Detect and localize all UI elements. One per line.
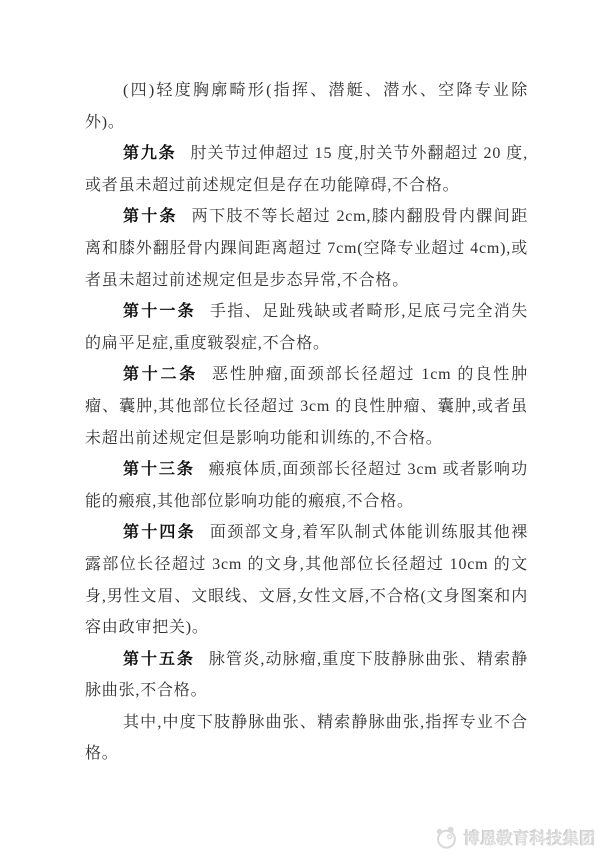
paragraph-text: 其中,中度下肢静脉曲张、精索静脉曲张,指挥专业不合格。 <box>85 713 528 763</box>
paragraph <box>85 138 528 201</box>
watermark-label: 博恩教育科技集团 <box>463 831 596 848</box>
clause-number: 第十二条 <box>123 366 199 384</box>
paragraph-text: (四)轻度胸廓畸形(指挥、潜艇、潜水、空降专业除外)。 <box>85 82 528 131</box>
clause-number: 第十一条 <box>123 303 196 321</box>
clause-number: 第九条 <box>123 145 177 163</box>
document-body <box>85 75 528 770</box>
clause-number: 第十条 <box>123 208 178 226</box>
clause-number: 第十五条 <box>123 650 195 668</box>
paragraph-text: 两下肢不等长超过 2cm,膝内翻股骨内髁间距离和膝外翻胫骨内踝间距离超过 7cm(空降专业超过 4cm),或者虽未超过前述规定但是步态异常,不合格。 <box>85 208 528 289</box>
paragraph-text: 肘关节过伸超过 15 度,肘关节外翻超过 20 度,或者虽未超过前述规定但是存在功能障碍,不合格。 <box>85 145 528 194</box>
paragraph-text: 手指、足趾残缺或者畸形,足底弓完全消失的扁平足症,重度皲裂症,不合格。 <box>85 303 529 352</box>
paragraph <box>85 296 528 359</box>
paragraph-text: 恶性肿瘤,面颈部长径超过 1cm 的良性肿瘤、囊肿,其他部位长径超过 3cm 的良性肿瘤、囊肿,或者虽未超出前述规定但是影响功能和训练的,不合格。 <box>85 366 528 447</box>
watermark <box>434 825 596 850</box>
paragraph <box>85 707 528 770</box>
paragraph <box>85 517 528 643</box>
paragraph-text: 脉管炎,动脉瘤,重度下肢静脉曲张、精索静脉曲张,不合格。 <box>85 650 528 700</box>
paragraph-text: 瘢痕体质,面颈部长径超过 3cm 或者影响功能的瘢痕,其他部位影响功能的瘢痕,不合格。 <box>85 461 528 510</box>
panda-logo-icon <box>434 825 459 850</box>
paragraph <box>85 359 528 454</box>
paragraph <box>85 644 528 707</box>
clause-number: 第十三条 <box>123 461 195 479</box>
paragraph <box>85 201 528 296</box>
paragraph-text: 面颈部文身,着军队制式体能训练服其他裸露部位长径超过 3cm 的文身,其他部位长径超过 10cm 的文身,男性文眉、文眼线、文唇,女性文唇,不合格(文身图案和内容由政审把关)。 <box>85 524 529 637</box>
paragraph <box>85 454 528 517</box>
clause-number: 第十四条 <box>123 524 196 542</box>
paragraph <box>85 75 528 138</box>
